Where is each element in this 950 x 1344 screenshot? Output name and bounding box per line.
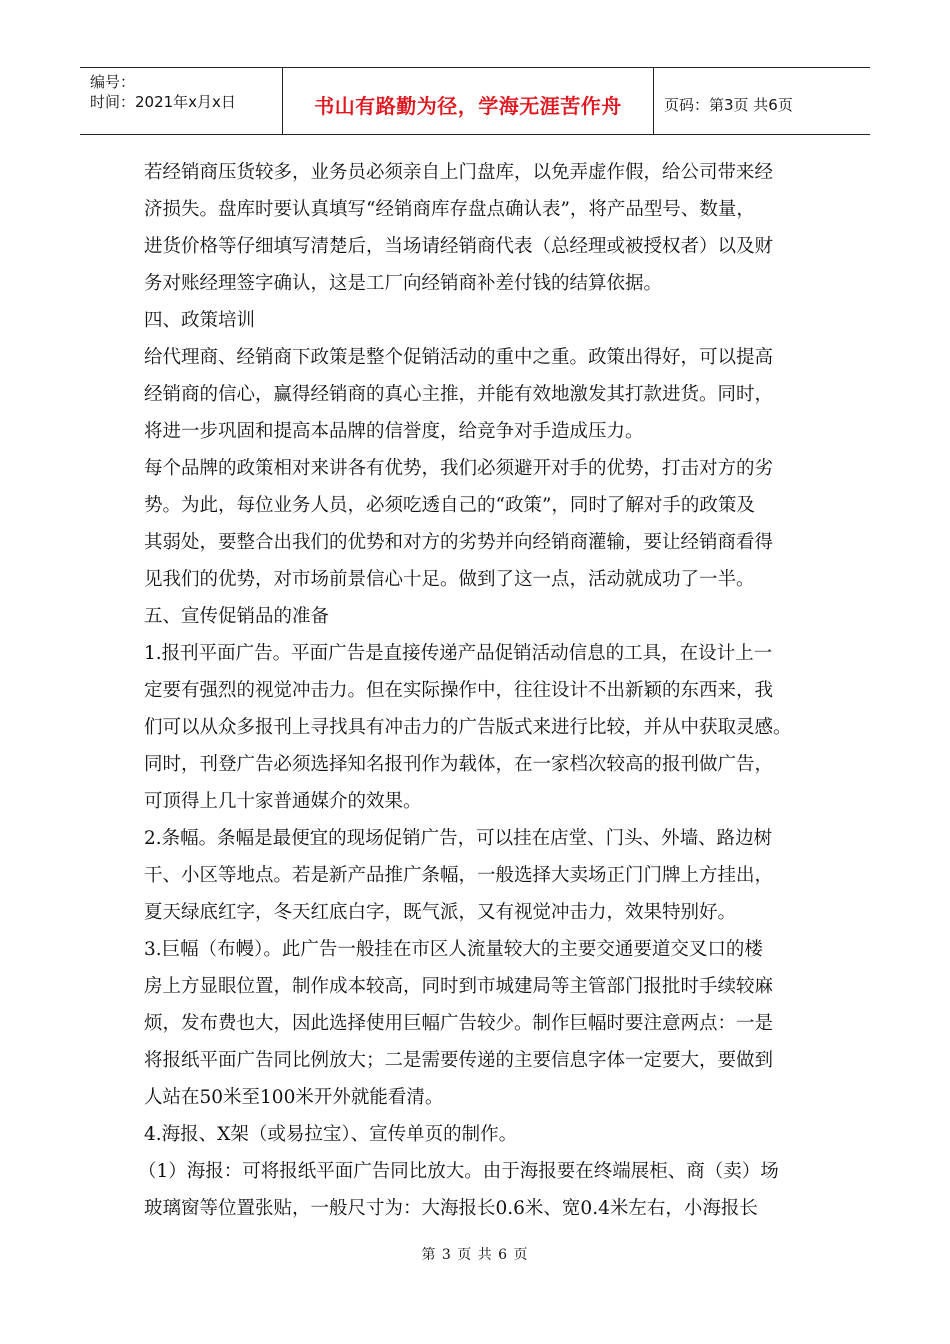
section-heading-policy-training: 四、政策培训: [144, 310, 256, 331]
body-line: 定要有强烈的视觉冲击力。但在实际操作中，往往设计不出新颖的东西来，我: [144, 680, 774, 701]
body-line: 1.报刊平面广告。平面广告是直接传递产品促销活动信息的工具，在设计上一: [144, 643, 773, 664]
body-line: 其弱处，要整合出我们的优势和对方的劣势并向经销商灌输，要让经销商看得: [144, 532, 774, 553]
body-line: 4.海报、X架（或易拉宝）、宣传单页的制作。: [144, 1124, 518, 1145]
page-header: [80, 67, 870, 135]
body-line: 3.巨幅（布幔）。此广告一般挂在市区人流量较大的主要交通要道交叉口的楼: [144, 939, 763, 960]
body-line: 若经销商压货较多，业务员必须亲自上门盘库，以免弄虚作假，给公司带来经: [144, 162, 774, 183]
page-footer: 第 3 页 共 6 页: [421, 1247, 529, 1263]
body-line: 势。为此，每位业务人员，必须吃透自己的“政策”，同时了解对手的政策及: [144, 495, 755, 516]
header-motto: 书山有路勤为径，学海无涯苦作舟: [283, 68, 654, 134]
date-label: 时间：2021年x月x日: [90, 93, 236, 111]
body-line: 烦，发布费也大，因此选择使用巨幅广告较少。制作巨幅时要注意两点：一是: [144, 1013, 774, 1034]
body-line: 玻璃窗等位置张贴，一般尺寸为：大海报长0.6米、宽0.4米左右，小海报长: [144, 1198, 758, 1219]
body-line: 进货价格等仔细填写清楚后，当场请经销商代表（总经理或被授权者）以及财: [144, 236, 774, 257]
body-line: 人站在50米至100米开外就能看清。: [144, 1087, 444, 1108]
body-line: 每个品牌的政策相对来讲各有优势，我们必须避开对手的优势，打击对方的劣: [144, 458, 774, 479]
body-line: 经销商的信心，赢得经销商的真心主推，并能有效地激发其打款进货。同时，: [144, 384, 774, 405]
body-line: 务对账经理签字确认，这是工厂向经销商补差付钱的结算依据。: [144, 273, 663, 294]
body-line: （1）海报：可将报纸平面广告同比放大。由于海报要在终端展柜、商（卖）场: [138, 1161, 779, 1182]
header-page-info: 页码：第3页 共6页: [664, 95, 793, 114]
section-heading-promo-materials: 五、宣传促销品的准备: [144, 606, 330, 627]
body-line: 给代理商、经销商下政策是整个促销活动的重中之重。政策出得好，可以提高: [144, 347, 774, 368]
body-line: 将报纸平面广告同比例放大；二是需要传递的主要信息字体一定要大，要做到: [144, 1050, 774, 1071]
body-line: 房上方显眼位置，制作成本较高，同时到市城建局等主管部门报批时手续较麻: [144, 976, 774, 997]
document-body: [138, 154, 824, 1227]
body-line: 们可以从众多报刊上寻找具有冲击力的广告版式来进行比较，并从中获取灵感。: [144, 717, 792, 738]
body-line: 干、小区等地点。若是新产品推广条幅，一般选择大卖场正门门牌上方挂出，: [144, 865, 774, 886]
body-line: 同时，刊登广告必须选择知名报刊作为载体，在一家档次较高的报刊做广告，: [144, 754, 774, 775]
body-line: 见我们的优势，对市场前景信心十足。做到了这一点，活动就成功了一半。: [144, 569, 755, 590]
body-line: 济损失。盘库时要认真填写“经销商库存盘点确认表”，将产品型号、数量，: [144, 199, 755, 220]
number-label: 编号：: [90, 73, 136, 91]
body-line: 夏天绿底红字，冬天红底白字，既气派，又有视觉冲击力，效果特别好。: [144, 902, 737, 923]
body-line: 2.条幅。条幅是最便宜的现场促销广告，可以挂在店堂、门头、外墙、路边树: [144, 828, 773, 849]
body-line: 可顶得上几十家普通媒介的效果。: [144, 791, 422, 812]
body-line: 将进一步巩固和提高本品牌的信誉度，给竞争对手造成压力。: [144, 421, 644, 442]
header-meta: [80, 68, 283, 134]
